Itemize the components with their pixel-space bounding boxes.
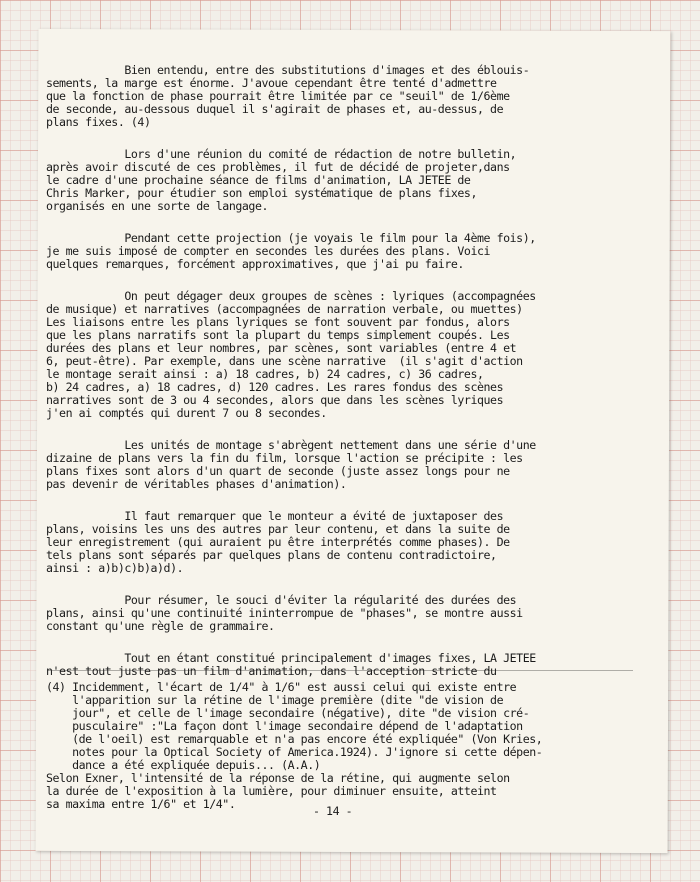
paragraph (46, 148, 632, 213)
text-line: de musique) et narratives (accompagnées de narration verbale, ou muettes) (46, 302, 523, 316)
paragraph (46, 652, 632, 678)
text-line: narratives sont de 3 ou 4 secondes, alors que dans les scènes lyriques (46, 393, 504, 407)
text-line: sements, la marge est énorme. J'avoue cependant être tenté d'admettre (46, 76, 497, 90)
text-line: que la fonction de phase pourrait être limitée par ce "seuil" de 1/6ème (46, 89, 510, 103)
paragraph (46, 594, 632, 633)
text-line: n'est tout juste pas un film d'animation, dans l'acception stricte du (46, 664, 497, 678)
page-number: - 14 - (313, 804, 353, 818)
text-line: Les liaisons entre les plans lyriques se font souvent par fondus, alors (46, 315, 510, 329)
text-line: ainsi : a)b)c)b)a)d). (46, 561, 184, 575)
footnote (46, 681, 632, 811)
text-line: Tout en étant constitué principalement d'images fixes, LA JETEE (46, 651, 536, 665)
paragraph (46, 290, 632, 420)
text-line: quelques remarques, forcément approximatives, que j'ai pu faire. (46, 257, 464, 271)
text-line: organisés en une sorte de langage. (46, 199, 269, 213)
text-line: On peut dégager deux groupes de scènes : lyriques (accompagnées (46, 289, 536, 303)
paragraph (46, 232, 632, 271)
text-line: le cadre d'une prochaine séance de films d'animation, LA JETEE de (46, 173, 471, 187)
text-line: j'en ai comptés qui durent 7 ou 8 secondes. (46, 406, 327, 420)
text-line: tels plans sont séparés par quelques plans de contenu contradictoire, (46, 548, 497, 562)
footnote-line: pusculaire" :"La façon dont l'image secondaire dépend de l'adaptation (46, 719, 523, 733)
text-line: plans fixes. (4) (46, 115, 151, 129)
text-line: constant qu'une règle de grammaire. (46, 619, 275, 633)
text-line: Il faut remarquer que le monteur a évité de juxtaposer des (46, 509, 504, 523)
text-line: dizaine de plans vers la fin du film, lorsque l'action se précipite : les (46, 451, 523, 465)
text-line: 6, peut-être). Par exemple, dans une scène narrative (il s'agit d'action (46, 354, 523, 368)
text-line: b) 24 cadres, a) 18 cadres, d) 120 cadres. Les rares fondus des scènes (46, 380, 504, 394)
text-line: leur enregistrement (qui auraient pu être interprétés comme phases). De (46, 535, 510, 549)
text-line: après avoir discuté de ces problèmes, il fut de décidé de projeter,dans (46, 160, 510, 174)
text-line: plans fixes sont alors d'un quart de seconde (juste assez longs pour ne (46, 464, 510, 478)
paragraph (46, 510, 632, 575)
footnote-line: (de l'oeil) est remarquable et n'a pas encore été expliquée" (Von Kries, (46, 732, 543, 746)
footnote-line: l'apparition sur la rétine de l'image première (dite "de vision de (46, 693, 504, 707)
text-line: Pendant cette projection (je voyais le film pour la 4ème fois), (46, 231, 536, 245)
text-line: Chris Marker, pour étudier son emploi systématique de plans fixes, (46, 186, 477, 200)
text-line: plans, ainsi qu'une continuité ininterrompue de "phases", se montre aussi (46, 606, 523, 620)
paragraph (46, 64, 632, 129)
footnote-line: (4) Incidemment, l'écart de 1/4" à 1/6" est aussi celui qui existe entre (46, 680, 517, 694)
footnote-line: dance a été expliquée depuis... (A.A.) (46, 758, 321, 772)
text-line: pas devenir de véritables phases d'animation). (46, 477, 347, 491)
footnote-line: Selon Exner, l'intensité de la réponse de la rétine, qui augmente selon (46, 771, 510, 785)
text-line: de seconde, au-dessous duquel il s'agirait de phases et, au-dessus, de (46, 102, 504, 116)
text-line: Bien entendu, entre des substitutions d'images et des éblouis- (46, 63, 530, 77)
footnote-line: jour", et celle de l'image secondaire (négative), dite "de vision cré- (46, 706, 530, 720)
footnote-line: sa maxima entre 1/6" et 1/4". (46, 797, 236, 811)
paragraph (46, 439, 632, 491)
text-line: Pour résumer, le souci d'éviter la régularité des durées des (46, 593, 517, 607)
text-line: plans, voisins les uns des autres par leur contenu, et dans la suite de (46, 522, 510, 536)
text-line: que les plans narratifs sont la plupart du temps simplement coupés. Les (46, 328, 510, 342)
text-line: je me suis imposé de compter en secondes les durées des plans. Voici (46, 244, 491, 258)
text-line: Les unités de montage s'abrègent nettement dans une série d'une (46, 438, 536, 452)
body-text (46, 64, 632, 697)
text-line: Lors d'une réunion du comité de rédaction de notre bulletin, (46, 147, 517, 161)
footnote-divider (47, 670, 633, 671)
footnote-line: la durée de l'exposition à la lumière, pour diminuer ensuite, atteint (46, 784, 497, 798)
text-line: durées des plans et leur nombres, par scènes, sont variables (entre 4 et (46, 341, 517, 355)
text-line: le montage serait ainsi : a) 18 cadres, b) 24 cadres, c) 36 cadres, (46, 367, 484, 381)
footnote-line: notes pour la Optical Society of America.1924). J'ignore si cette dépen- (46, 745, 543, 759)
